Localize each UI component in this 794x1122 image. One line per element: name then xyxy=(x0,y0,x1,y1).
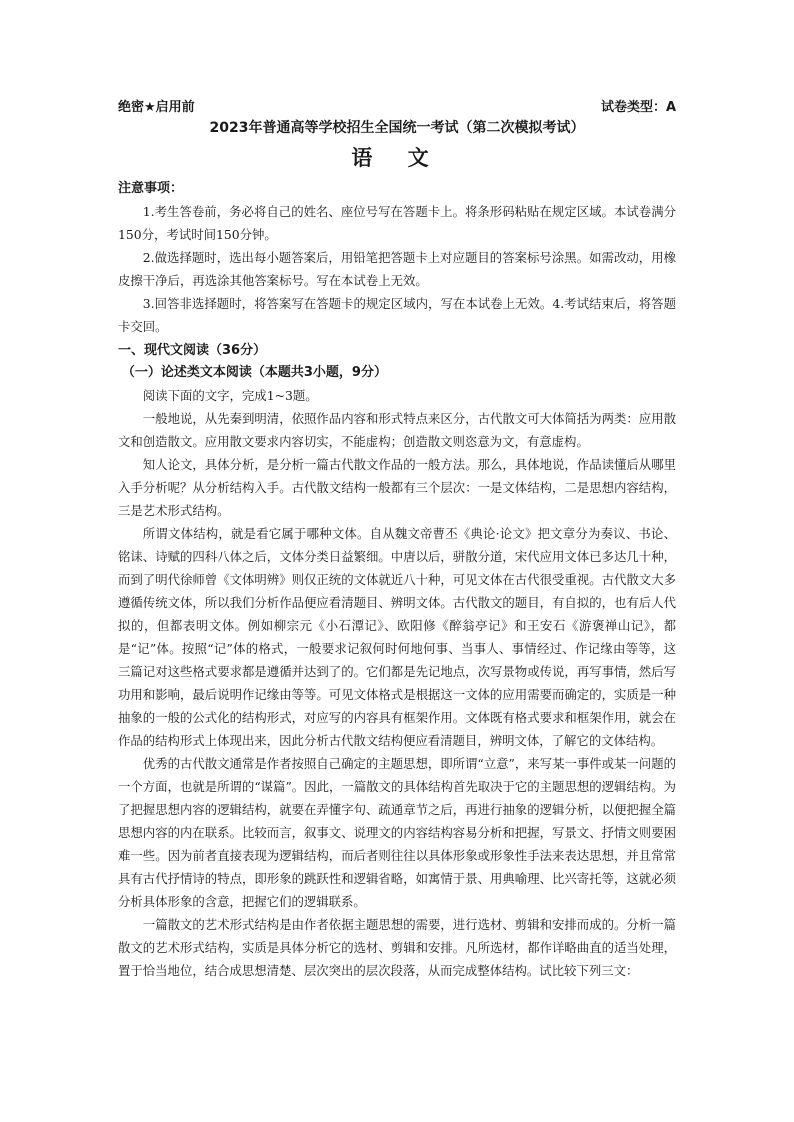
exam-title: 2023年普通高等学校招生全国统一考试（第二次模拟考试） xyxy=(209,120,585,136)
notice-item: 3.回答非选择题时，将答案写在答题卡的规定区域内，写在本试卷上无效。4.考试结束后，将答题卡交回。 xyxy=(118,296,676,334)
passage-paragraph: 所谓文体结构，就是看它属于哪种文体。自从魏文帝曹丕《典论·论文》把文章分为奏议、书论、铭诔、诗赋的四科八体之后，文体分类日益繁细。中唐以后，骈散分道，宋代应用文体已多达几十种，而到了明代徐师曾《文体明辨》则仅正统的文体就近八十种，可见文体在古代很受重视。古代散文大多遵循传统文体，所以我们分析作品便应看清题目、辨明文体。古代散文的题目，有自拟的，也有后人代拟的，但都表明文体。例如柳宗元《小石潭记》、欧阳修《醉翁亭记》和王安石《游褒禅山记》，都是“记”体。按照“记”体的格式，一般要求记叙何时何地何事、当事人、事情经过、作记缘由等等，这三篇记对这些格式要求都是遵循并达到了的。它们都是先记地点，次写景物或传说，再写事情，然后写功用和影响，最后说明作记缘由等等。可见文体格式是根据这一文体的应用需要而确定的，实质是一种抽象的一般的公式化的结构形式，对应写的内容具有框架作用。文体既有格式要求和框架作用，就会在作品的结构形式上体现出来，因此分析古代散文结构便应看清题目，辨明文体，了解它的文体结构。 xyxy=(118,526,676,748)
passage-paragraph: 一篇散文的艺术形式结构是由作者依据主题思想的需要，进行选材、剪辑和安排而成的。分析一篇散文的艺术形式结构，实质是具体分析它的选材、剪辑和安排。凡所选材，都作详略曲直的适当处理，置于恰当地位，结合成思想清楚、层次突出的层次段落，从而完成整体结构。试比较下列三文： xyxy=(118,917,676,978)
passage-paragraph: 知人论文，具体分析，是分析一篇古代散文作品的一般方法。那么，具体地说，作品读懂后从哪里入手分析呢？从分析结构入手。古代散文结构一般都有三个层次：一是文体结构，二是思想内容结构，三是艺术形式结构。 xyxy=(118,457,676,518)
subsection-heading: （一）论述类文本阅读（本题共3小题，9分） xyxy=(121,365,387,380)
passage-paragraph: 一般地说，从先秦到明清，依照作品内容和形式特点来区分，古代散文可大体简括为两类：应用散文和创造散文。应用散文要求内容切实，不能虚构；创造散文则恣意为文，有意虚构。 xyxy=(118,411,676,449)
subject-title: 语 文 xyxy=(351,146,443,170)
header-top-line xyxy=(118,98,676,118)
section-heading: 一、现代文阅读（36分） xyxy=(118,343,267,358)
reading-instruction: 阅读下面的文字，完成1~3题。 xyxy=(142,388,318,403)
passage-paragraph: 优秀的古代散文通常是作者按照自己确定的主题思想，即所谓“立意”，来写某一事件或某一问题的一个方面，也就是所谓的“谋篇”。因此，一篇散文的具体结构首先取决于它的主题思想的逻辑结构。为了把握思想内容的逻辑结构，就要在弄懂字句、疏通章节之后，再进行抽象的逻辑分析，以便把握全篇思想内容的内在联系。比较而言，叙事文、说理文的内容结构容易分析和把握，写景文、抒情文则要困难一些。因为前者直接表现为逻辑结构，而后者则往往以具体形象或形象性手法来表达思想，并且常常具有古代抒情诗的特点，即形象的跳跃性和逻辑省略，如寓情于景、用典喻理、比兴寄托等，这就必须分析具体形象的含意，把握它们的逻辑联系。 xyxy=(118,756,676,909)
notice-item: 2.做选择题时，选出每小题答案后，用铅笔把答题卡上对应题目的答案标号涂黑。如需改动，用橡皮擦干净后，再选涂其他答案标号。写在本试卷上无效。 xyxy=(118,250,676,288)
notice-item: 1.考生答卷前，务必将自己的姓名、座位号写在答题卡上。将条形码粘贴在规定区域。本试卷满分150分，考试时间150分钟。 xyxy=(118,204,676,242)
paper-type: 试卷类型：A xyxy=(600,100,676,115)
notice-heading: 注意事项： xyxy=(118,181,184,196)
secret-mark: 绝密★启用前 xyxy=(118,100,195,115)
